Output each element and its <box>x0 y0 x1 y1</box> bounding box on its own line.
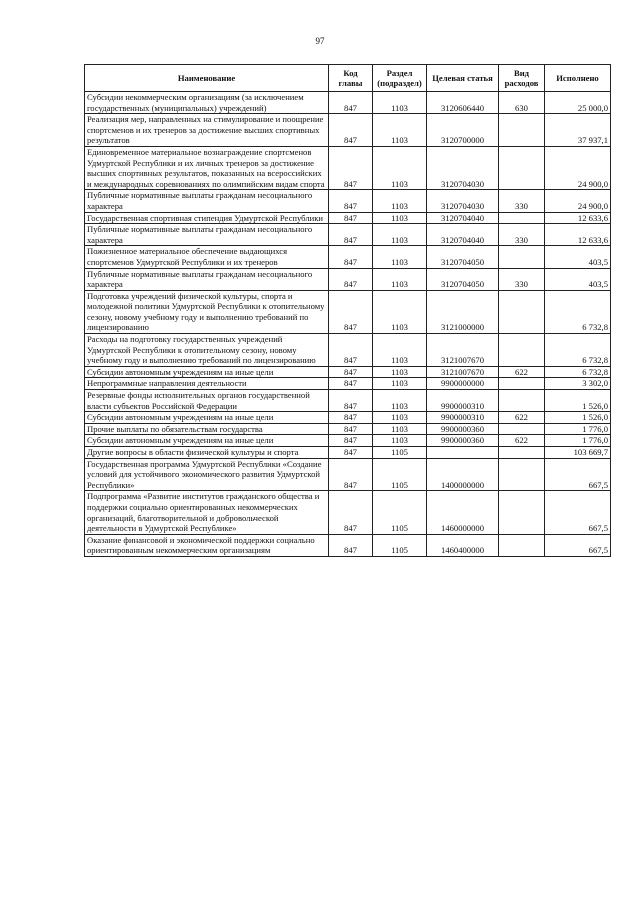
row-code: 847 <box>329 246 373 268</box>
row-type: 330 <box>499 268 545 290</box>
row-amount: 1 776,0 <box>545 423 611 435</box>
row-section: 1105 <box>373 447 427 459</box>
table-row <box>85 458 611 491</box>
row-article: 3120704040 <box>427 224 499 246</box>
row-amount: 6 732,8 <box>545 290 611 333</box>
row-article: 3120700000 <box>427 114 499 147</box>
row-article: 3120704050 <box>427 246 499 268</box>
header-code: Код главы <box>329 65 373 92</box>
row-type <box>499 246 545 268</box>
row-section: 1103 <box>373 190 427 212</box>
row-section: 1103 <box>373 212 427 224</box>
table-row <box>85 334 611 367</box>
budget-table <box>84 64 611 557</box>
row-amount: 3 302,0 <box>545 378 611 390</box>
row-article: 3120704030 <box>427 146 499 189</box>
row-section: 1105 <box>373 534 427 556</box>
row-amount: 667,5 <box>545 458 611 491</box>
row-section: 1103 <box>373 224 427 246</box>
row-amount: 25 000,0 <box>545 92 611 114</box>
row-amount: 1 526,0 <box>545 390 611 412</box>
row-amount: 667,5 <box>545 534 611 556</box>
row-code: 847 <box>329 412 373 424</box>
row-name: Публичные нормативные выплаты гражданам несоциального характера <box>85 224 329 246</box>
header-section: Раздел (подраздел) <box>373 65 427 92</box>
row-section: 1103 <box>373 268 427 290</box>
row-article: 9900000310 <box>427 412 499 424</box>
row-amount: 403,5 <box>545 268 611 290</box>
row-section: 1103 <box>373 423 427 435</box>
row-name: Субсидии автономным учреждениям на иные цели <box>85 366 329 378</box>
row-code: 847 <box>329 378 373 390</box>
row-code: 847 <box>329 268 373 290</box>
row-name: Расходы на подготовку государственных учреждений Удмуртской Республики к отопительному сезону, новому учебному году и выполнению требований по лицензированию <box>85 334 329 367</box>
row-amount: 667,5 <box>545 491 611 534</box>
row-code: 847 <box>329 334 373 367</box>
row-type <box>499 378 545 390</box>
row-code: 847 <box>329 534 373 556</box>
row-code: 847 <box>329 458 373 491</box>
table-row <box>85 378 611 390</box>
row-section: 1103 <box>373 412 427 424</box>
row-article: 9900000360 <box>427 435 499 447</box>
table-row <box>85 366 611 378</box>
table-header-row <box>85 65 611 92</box>
row-name: Субсидии автономным учреждениям на иные цели <box>85 435 329 447</box>
row-amount: 12 633,6 <box>545 212 611 224</box>
row-name: Единовременное материальное вознаграждение спортсменов Удмуртской Республики и их личных тренеров за достижение высших спортивных результатов, показанных на всероссийских и международных соревнованиях по олимпийским видам спорта <box>85 146 329 189</box>
table-row <box>85 212 611 224</box>
row-code: 847 <box>329 190 373 212</box>
row-name: Подготовка учреждений физической культуры, спорта и молодежной политики Удмуртской Республики к отопительному сезону, новому учебному году и выполнению требований по лицензированию <box>85 290 329 333</box>
table-row <box>85 435 611 447</box>
row-article: 3121000000 <box>427 290 499 333</box>
row-amount: 103 669,7 <box>545 447 611 459</box>
row-section: 1103 <box>373 366 427 378</box>
row-article: 1460000000 <box>427 491 499 534</box>
row-article: 3120606440 <box>427 92 499 114</box>
page-number: 97 <box>315 36 325 46</box>
table-row <box>85 268 611 290</box>
row-amount: 12 633,6 <box>545 224 611 246</box>
table-row <box>85 491 611 534</box>
table-row <box>85 423 611 435</box>
row-type: 622 <box>499 435 545 447</box>
row-article: 1400000000 <box>427 458 499 491</box>
row-name: Другие вопросы в области физической культуры и спорта <box>85 447 329 459</box>
row-section: 1103 <box>373 378 427 390</box>
row-section: 1105 <box>373 458 427 491</box>
row-type <box>499 390 545 412</box>
row-code: 847 <box>329 366 373 378</box>
row-code: 847 <box>329 447 373 459</box>
row-amount: 37 937,1 <box>545 114 611 147</box>
row-name: Государственная программа Удмуртской Республики «Создание условий для устойчивого экономического развития Удмуртской Республики» <box>85 458 329 491</box>
row-code: 847 <box>329 92 373 114</box>
row-section: 1103 <box>373 334 427 367</box>
row-code: 847 <box>329 290 373 333</box>
row-amount: 24 900,0 <box>545 190 611 212</box>
row-type <box>499 146 545 189</box>
table-row <box>85 114 611 147</box>
row-name: Резервные фонды исполнительных органов государственной власти субъектов Российской Федерации <box>85 390 329 412</box>
row-type: 622 <box>499 366 545 378</box>
header-type: Вид расходов <box>499 65 545 92</box>
row-section: 1103 <box>373 246 427 268</box>
row-type: 330 <box>499 190 545 212</box>
row-name: Публичные нормативные выплаты гражданам несоциального характера <box>85 268 329 290</box>
row-type: 330 <box>499 224 545 246</box>
table-row <box>85 390 611 412</box>
table-row <box>85 246 611 268</box>
row-type <box>499 114 545 147</box>
row-name: Субсидии автономным учреждениям на иные цели <box>85 412 329 424</box>
row-name: Реализация мер, направленных на стимулирование и поощрение спортсменов и их тренеров за достижение высших спортивных результатов <box>85 114 329 147</box>
row-amount: 1 526,0 <box>545 412 611 424</box>
row-type <box>499 212 545 224</box>
row-amount: 24 900,0 <box>545 146 611 189</box>
row-type <box>499 423 545 435</box>
row-article: 3120704040 <box>427 212 499 224</box>
row-code: 847 <box>329 114 373 147</box>
row-amount: 1 776,0 <box>545 435 611 447</box>
row-article: 1460400000 <box>427 534 499 556</box>
row-article: 9900000000 <box>427 378 499 390</box>
row-type <box>499 447 545 459</box>
row-code: 847 <box>329 390 373 412</box>
table-row <box>85 92 611 114</box>
row-amount: 403,5 <box>545 246 611 268</box>
row-type <box>499 334 545 367</box>
row-section: 1103 <box>373 114 427 147</box>
row-article: 3120704030 <box>427 190 499 212</box>
row-amount: 6 732,8 <box>545 334 611 367</box>
row-code: 847 <box>329 224 373 246</box>
row-name: Непрограммные направления деятельности <box>85 378 329 390</box>
table-row <box>85 146 611 189</box>
row-article: 9900000310 <box>427 390 499 412</box>
row-name: Государственная спортивная стипендия Удмуртской Республики <box>85 212 329 224</box>
table-row <box>85 290 611 333</box>
row-code: 847 <box>329 435 373 447</box>
row-type <box>499 491 545 534</box>
table-row <box>85 224 611 246</box>
row-name: Субсидии некоммерческим организациям (за исключением государственных (муниципальных) учреждений) <box>85 92 329 114</box>
row-name: Прочие выплаты по обязательствам государства <box>85 423 329 435</box>
row-article <box>427 447 499 459</box>
row-article: 3121007670 <box>427 366 499 378</box>
row-section: 1103 <box>373 435 427 447</box>
row-code: 847 <box>329 491 373 534</box>
row-name: Публичные нормативные выплаты гражданам несоциального характера <box>85 190 329 212</box>
row-section: 1105 <box>373 491 427 534</box>
row-type <box>499 534 545 556</box>
table-row <box>85 534 611 556</box>
row-section: 1103 <box>373 146 427 189</box>
table-row <box>85 412 611 424</box>
row-article: 3121007670 <box>427 334 499 367</box>
header-amount: Исполнено <box>545 65 611 92</box>
row-type <box>499 290 545 333</box>
row-section: 1103 <box>373 390 427 412</box>
table-row <box>85 447 611 459</box>
row-name: Оказание финансовой и экономической поддержки социально ориентированным некоммерческим организациям <box>85 534 329 556</box>
row-amount: 6 732,8 <box>545 366 611 378</box>
row-code: 847 <box>329 423 373 435</box>
table-row <box>85 190 611 212</box>
row-code: 847 <box>329 146 373 189</box>
row-type: 630 <box>499 92 545 114</box>
header-article: Целевая статья <box>427 65 499 92</box>
row-type: 622 <box>499 412 545 424</box>
row-section: 1103 <box>373 92 427 114</box>
row-type <box>499 458 545 491</box>
row-article: 9900000360 <box>427 423 499 435</box>
row-name: Пожизненное материальное обеспечение выдающихся спортсменов Удмуртской Республики и их тренеров <box>85 246 329 268</box>
row-article: 3120704050 <box>427 268 499 290</box>
row-name: Подпрограмма «Развитие институтов гражданского общества и поддержки социально ориентированных некоммерческих организаций, благотворительной и добровольческой деятельности в Удмуртской Республике» <box>85 491 329 534</box>
header-name: Наименование <box>85 65 329 92</box>
row-section: 1103 <box>373 290 427 333</box>
row-code: 847 <box>329 212 373 224</box>
